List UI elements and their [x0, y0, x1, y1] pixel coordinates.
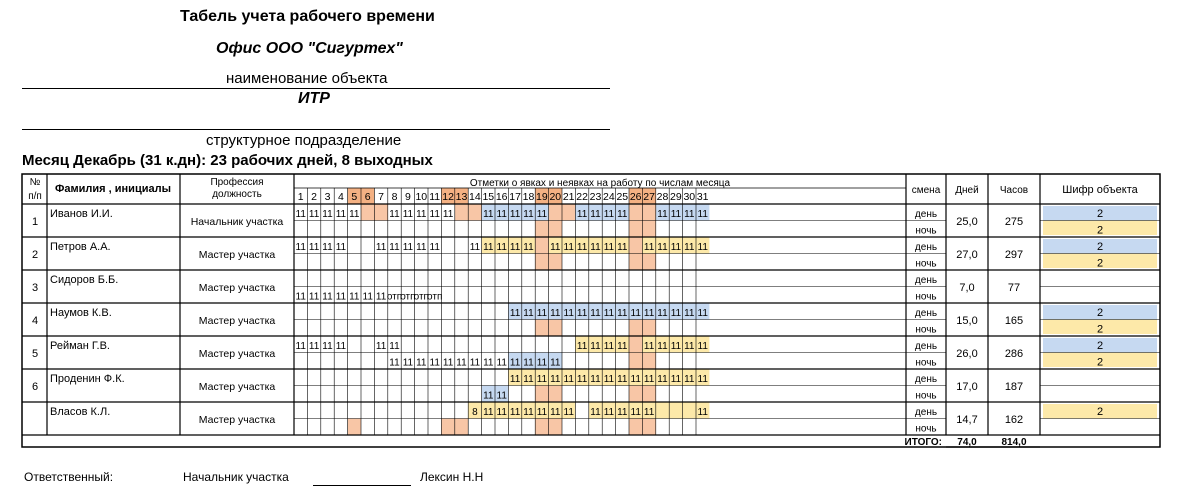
day-mark: 11: [590, 242, 601, 253]
night-cell-fill: [629, 353, 642, 370]
day-mark: 11: [536, 308, 548, 319]
day-mark: 11: [697, 209, 708, 220]
day-number-header: 2: [311, 191, 318, 203]
night-cell-fill: [549, 221, 562, 238]
night-cell-fill: [535, 386, 548, 403]
responsible-label: Ответственный:: [24, 470, 114, 484]
day-mark: 11: [603, 242, 615, 253]
day-cell-fill: [468, 204, 481, 221]
night-cell-fill: [642, 320, 655, 337]
day-number-header: 12: [442, 191, 454, 203]
col-days-header: Дней: [955, 185, 979, 196]
night-cell-fill: [535, 419, 548, 436]
employee-name: Проденин Ф.К.: [50, 373, 125, 385]
night-cell-fill: [549, 419, 562, 436]
day-mark: 11: [509, 374, 521, 385]
col-hours-header: Часов: [999, 185, 1029, 196]
employee-position: Мастер участка: [198, 315, 276, 327]
day-cell-fill: [374, 204, 387, 221]
shift-day-label: день: [914, 209, 938, 220]
day-mark: 11: [670, 341, 682, 352]
night-cell-fill: [642, 254, 655, 271]
day-mark: 11: [630, 407, 641, 418]
night-cell-fill: [455, 419, 468, 436]
shift-day-label: день: [914, 374, 938, 385]
day-mark: 11: [590, 308, 601, 319]
day-mark: 11: [670, 242, 682, 253]
day-mark: 11: [617, 308, 628, 319]
day-mark: 11: [389, 209, 400, 220]
day-number-header: 10: [415, 191, 428, 203]
day-mark: 11: [335, 209, 347, 220]
row-number: 4: [31, 315, 39, 327]
night-mark: 11: [362, 291, 373, 303]
day-number-header: 5: [351, 191, 358, 203]
day-cell-fill: [683, 402, 696, 419]
day-number-header: 3: [324, 191, 331, 203]
employee-name: Сидоров Б.Б.: [50, 274, 119, 286]
day-cell-fill: [535, 237, 548, 254]
worked-hours: 297: [1004, 249, 1024, 261]
day-mark: 11: [523, 308, 534, 319]
night-mark: 11: [308, 291, 320, 303]
night-cell-fill: [629, 419, 642, 436]
subdivision-caption: структурное подразделение: [206, 132, 402, 149]
object-name: ИТР: [298, 90, 330, 107]
day-mark: 11: [576, 209, 588, 220]
shift-night-label: ночь: [915, 390, 937, 402]
day-number-header: 7: [378, 191, 385, 203]
day-mark: 11: [657, 308, 668, 319]
day-mark: 11: [697, 407, 708, 418]
night-mark: отп: [400, 291, 416, 303]
day-mark: 11: [322, 341, 333, 352]
day-mark: 11: [670, 209, 682, 220]
employee-name: Наумов К.В.: [50, 307, 112, 319]
col-prof-header: Профессия: [210, 177, 264, 188]
day-mark: 11: [550, 308, 561, 319]
employee-position: Мастер участка: [198, 348, 276, 360]
night-mark: 11: [456, 357, 467, 369]
day-cell-fill: [669, 402, 682, 419]
day-mark: 11: [603, 407, 615, 418]
day-mark: 11: [483, 407, 494, 418]
employee-position: Мастер участка: [198, 381, 276, 393]
day-mark: 11: [576, 341, 588, 352]
day-number-header: 30: [683, 191, 696, 203]
day-mark: 11: [697, 308, 708, 319]
day-number-header: 8: [391, 191, 398, 203]
day-mark: 11: [657, 242, 668, 253]
code-day: 2: [1096, 307, 1104, 319]
day-mark: 11: [295, 242, 306, 253]
day-mark: 11: [670, 374, 682, 385]
day-mark: 11: [590, 374, 601, 385]
day-number-header: 18: [522, 191, 535, 203]
day-mark: 11: [402, 209, 414, 220]
day-mark: 11: [697, 341, 708, 352]
day-mark: 11: [630, 308, 641, 319]
employee-name: Иванов И.И.: [50, 208, 113, 220]
code-night: 2: [1096, 257, 1104, 270]
day-mark: 11: [603, 308, 615, 319]
day-mark: 11: [416, 209, 427, 220]
day-number-header: 6: [364, 191, 371, 203]
col-code-header: Шифр объекта: [1062, 184, 1138, 196]
night-cell-fill: [549, 320, 562, 337]
day-mark: 11: [697, 374, 708, 385]
day-cell-fill: [361, 204, 374, 221]
day-mark: 11: [563, 308, 574, 319]
day-mark: 11: [576, 308, 588, 319]
day-mark: 11: [509, 242, 521, 253]
worked-days: 25,0: [956, 216, 978, 228]
shift-day-label: день: [914, 308, 938, 319]
day-number-header: 27: [643, 191, 655, 203]
object-caption: наименование объекта: [226, 70, 388, 87]
night-mark: 11: [442, 357, 454, 369]
night-cell-fill: [535, 254, 548, 271]
night-mark: отп: [427, 291, 443, 303]
worked-days: 27,0: [956, 249, 978, 261]
night-mark: 11: [335, 291, 347, 303]
day-number-header: 24: [603, 191, 615, 203]
code-night: 2: [1096, 356, 1104, 369]
day-mark: 11: [684, 341, 695, 352]
worked-days: 15,0: [956, 315, 978, 327]
night-cell-fill: [642, 221, 655, 238]
employee-position: Мастер участка: [198, 414, 276, 426]
worked-hours: 187: [1004, 381, 1024, 393]
day-mark: 11: [509, 209, 521, 220]
day-mark: 11: [483, 242, 494, 253]
row-number: 1: [31, 216, 39, 228]
day-mark: 11: [389, 242, 400, 253]
day-mark: 11: [643, 374, 655, 385]
day-mark: 11: [590, 407, 601, 418]
day-mark: 11: [308, 209, 320, 220]
day-mark: 11: [684, 242, 695, 253]
night-mark: отп: [386, 291, 403, 303]
night-mark: 11: [402, 357, 414, 369]
day-number-header: 16: [495, 191, 508, 203]
day-mark: 11: [617, 242, 628, 253]
night-cell-fill: [642, 353, 655, 370]
day-mark: 11: [523, 407, 534, 418]
worked-days: 17,0: [956, 381, 978, 393]
night-mark: 11: [496, 357, 507, 369]
day-mark: 11: [617, 209, 628, 220]
day-mark: 11: [603, 209, 615, 220]
signature-line[interactable]: [313, 485, 411, 486]
day-number-header: 26: [629, 191, 642, 203]
night-mark: 11: [496, 390, 507, 402]
shift-night-label: ночь: [915, 258, 937, 270]
day-mark: 11: [429, 242, 440, 253]
day-number-header: 21: [562, 191, 575, 203]
day-mark: 11: [523, 209, 534, 220]
day-mark: 11: [375, 341, 387, 352]
col-prof-header-2: должность: [212, 189, 262, 200]
night-mark: 11: [349, 291, 360, 303]
day-mark: 11: [643, 407, 655, 418]
day-cell-fill: [629, 237, 642, 254]
office-name: Офис ООО "Сигуртех": [216, 40, 403, 57]
day-mark: 11: [322, 209, 333, 220]
night-cell-fill: [549, 386, 562, 403]
day-cell-fill: [455, 204, 468, 221]
night-mark: 11: [469, 357, 481, 369]
night-mark: 11: [295, 291, 306, 303]
day-cell-fill: [549, 204, 562, 221]
day-number-header: 22: [576, 191, 588, 203]
employee-position: Мастер участка: [198, 249, 276, 261]
day-mark: 11: [576, 374, 588, 385]
day-number-header: 23: [589, 191, 602, 203]
day-mark: 11: [563, 242, 574, 253]
day-number-header: 13: [455, 191, 468, 203]
day-mark: 11: [308, 341, 320, 352]
day-mark: 11: [308, 242, 320, 253]
worked-hours: 286: [1004, 348, 1024, 360]
employee-position: Мастер участка: [198, 282, 276, 294]
day-mark: 11: [617, 407, 628, 418]
day-cell-fill: [656, 402, 669, 419]
shift-day-label: день: [914, 407, 938, 418]
day-mark: 11: [375, 242, 387, 253]
day-cell-fill: [629, 336, 642, 353]
col-marks-header: Отметки о явках и неявках на работу по числам месяца: [469, 178, 731, 189]
day-mark: 11: [496, 209, 507, 220]
day-mark: 11: [617, 374, 628, 385]
shift-night-label: ночь: [915, 357, 937, 369]
night-mark: 11: [375, 291, 387, 303]
day-cell-fill: [642, 204, 655, 221]
worked-hours: 77: [1007, 282, 1021, 294]
day-number-header: 29: [670, 191, 682, 203]
day-number-header: 20: [549, 191, 562, 203]
day-mark: 11: [496, 407, 507, 418]
day-number-header: 14: [469, 191, 481, 203]
worked-days: 7,0: [959, 282, 975, 294]
employee-name: Рейман Г.В.: [50, 340, 110, 352]
night-mark: 11: [536, 357, 548, 369]
day-mark: 11: [590, 341, 601, 352]
night-mark: 11: [550, 357, 561, 369]
day-mark: 11: [335, 242, 347, 253]
day-number-header: 9: [404, 191, 411, 203]
day-mark: 11: [563, 374, 574, 385]
worked-days: 14,7: [956, 414, 978, 426]
day-mark: 11: [643, 308, 655, 319]
worked-hours: 165: [1004, 315, 1024, 327]
night-cell-fill: [642, 419, 655, 436]
night-mark: 11: [389, 357, 400, 369]
shift-day-label: день: [914, 275, 938, 286]
code-night: 2: [1096, 224, 1104, 237]
day-mark: 11: [402, 242, 414, 253]
night-cell-fill: [629, 254, 642, 271]
day-number-header: 15: [482, 191, 495, 203]
employee-position: Начальник участка: [190, 216, 284, 228]
page-title: Табель учета рабочего времени: [180, 8, 435, 25]
night-cell-fill: [642, 386, 655, 403]
night-mark: 11: [416, 357, 427, 369]
total-label: ИТОГО:: [904, 437, 942, 448]
day-number-header: 11: [429, 191, 441, 203]
day-mark: 11: [643, 242, 655, 253]
col-shift-header: смена: [911, 185, 941, 196]
day-mark: 11: [684, 374, 695, 385]
responsible-person: Лексин Н.Н: [420, 470, 484, 484]
night-mark: 11: [509, 357, 521, 369]
day-mark: 11: [617, 341, 628, 352]
month-summary: Месяц Декабрь (31 к.дн): 23 рабочих дней, 8 выходных: [22, 152, 433, 169]
day-mark: 11: [550, 374, 561, 385]
shift-night-label: ночь: [915, 225, 937, 237]
day-number-header: 25: [616, 191, 629, 203]
code-day: 2: [1096, 340, 1104, 352]
day-mark: 11: [657, 374, 668, 385]
shift-day-label: день: [914, 242, 938, 253]
row-number: 6: [31, 381, 39, 393]
day-mark: 11: [603, 374, 615, 385]
day-mark: 11: [576, 242, 588, 253]
night-cell-fill: [535, 320, 548, 337]
night-cell-fill: [549, 254, 562, 271]
day-mark: 11: [322, 242, 333, 253]
day-mark: 11: [536, 209, 548, 220]
night-mark: 11: [322, 291, 333, 303]
col-num-header: п/п: [28, 191, 42, 202]
night-mark: 11: [483, 357, 494, 369]
day-mark: 11: [603, 341, 615, 352]
day-mark: 11: [550, 407, 561, 418]
shift-night-label: ночь: [915, 423, 937, 435]
day-mark: 11: [442, 209, 454, 220]
night-cell-fill: [629, 320, 642, 337]
day-mark: 11: [643, 341, 655, 352]
code-day: 2: [1096, 406, 1104, 418]
worked-hours: 275: [1004, 216, 1024, 228]
night-mark: отп: [413, 291, 429, 303]
day-mark: 11: [496, 242, 507, 253]
day-mark: 11: [536, 374, 548, 385]
day-mark: 11: [697, 242, 708, 253]
night-mark: 11: [483, 390, 494, 402]
night-mark: 11: [429, 357, 440, 369]
row-number: 2: [31, 249, 39, 261]
row-number: 5: [31, 348, 39, 360]
day-mark: 11: [523, 242, 534, 253]
code-day: 2: [1096, 208, 1104, 220]
day-mark: 11: [630, 374, 641, 385]
employee-name: Петров А.А.: [50, 241, 111, 253]
col-name-header: Фамилия , инициалы: [55, 183, 171, 195]
shift-night-label: ночь: [915, 324, 937, 336]
responsible-position: Начальник участка: [183, 470, 289, 484]
day-mark: 11: [670, 308, 682, 319]
day-mark: 11: [536, 407, 548, 418]
day-number-header: 28: [656, 191, 669, 203]
day-mark: 11: [590, 209, 601, 220]
day-mark: 8: [472, 407, 478, 418]
day-number-header: 19: [536, 191, 548, 203]
day-mark: 11: [416, 242, 427, 253]
day-mark: 11: [550, 242, 561, 253]
day-mark: 11: [389, 341, 400, 352]
code-day: 2: [1096, 241, 1104, 253]
day-number-header: 4: [337, 191, 344, 203]
day-mark: 11: [349, 209, 360, 220]
day-mark: 11: [429, 209, 440, 220]
worked-hours: 162: [1004, 414, 1024, 426]
row-number: 3: [31, 282, 39, 294]
day-mark: 11: [684, 308, 695, 319]
day-number-header: 1: [297, 191, 304, 203]
night-cell-fill: [535, 221, 548, 238]
day-mark: 11: [684, 209, 695, 220]
day-mark: 11: [295, 209, 306, 220]
total-hours: 814,0: [1001, 437, 1027, 448]
night-cell-fill: [629, 386, 642, 403]
code-night: 2: [1096, 323, 1104, 336]
day-number-header: 31: [696, 191, 709, 203]
day-mark: 11: [523, 374, 534, 385]
day-mark: 11: [469, 242, 481, 253]
night-cell-fill: [629, 221, 642, 238]
day-mark: 11: [509, 308, 521, 319]
col-num-header-1: №: [29, 177, 41, 188]
day-cell-fill: [562, 204, 575, 221]
shift-night-label: ночь: [915, 291, 937, 303]
day-number-header: 17: [509, 191, 521, 203]
night-cell-fill: [348, 419, 361, 436]
day-mark: 11: [483, 209, 494, 220]
day-mark: 11: [335, 341, 347, 352]
night-mark: 11: [523, 357, 534, 369]
shift-day-label: день: [914, 341, 938, 352]
employee-name: Власов К.Л.: [50, 406, 111, 418]
day-mark: 11: [657, 341, 668, 352]
total-days: 74,0: [957, 437, 977, 448]
night-cell-fill: [441, 419, 454, 436]
day-mark: 11: [657, 209, 668, 220]
day-mark: 11: [295, 341, 306, 352]
day-mark: 11: [509, 407, 521, 418]
day-mark: 11: [563, 407, 574, 418]
worked-days: 26,0: [956, 348, 978, 360]
day-cell-fill: [629, 204, 642, 221]
